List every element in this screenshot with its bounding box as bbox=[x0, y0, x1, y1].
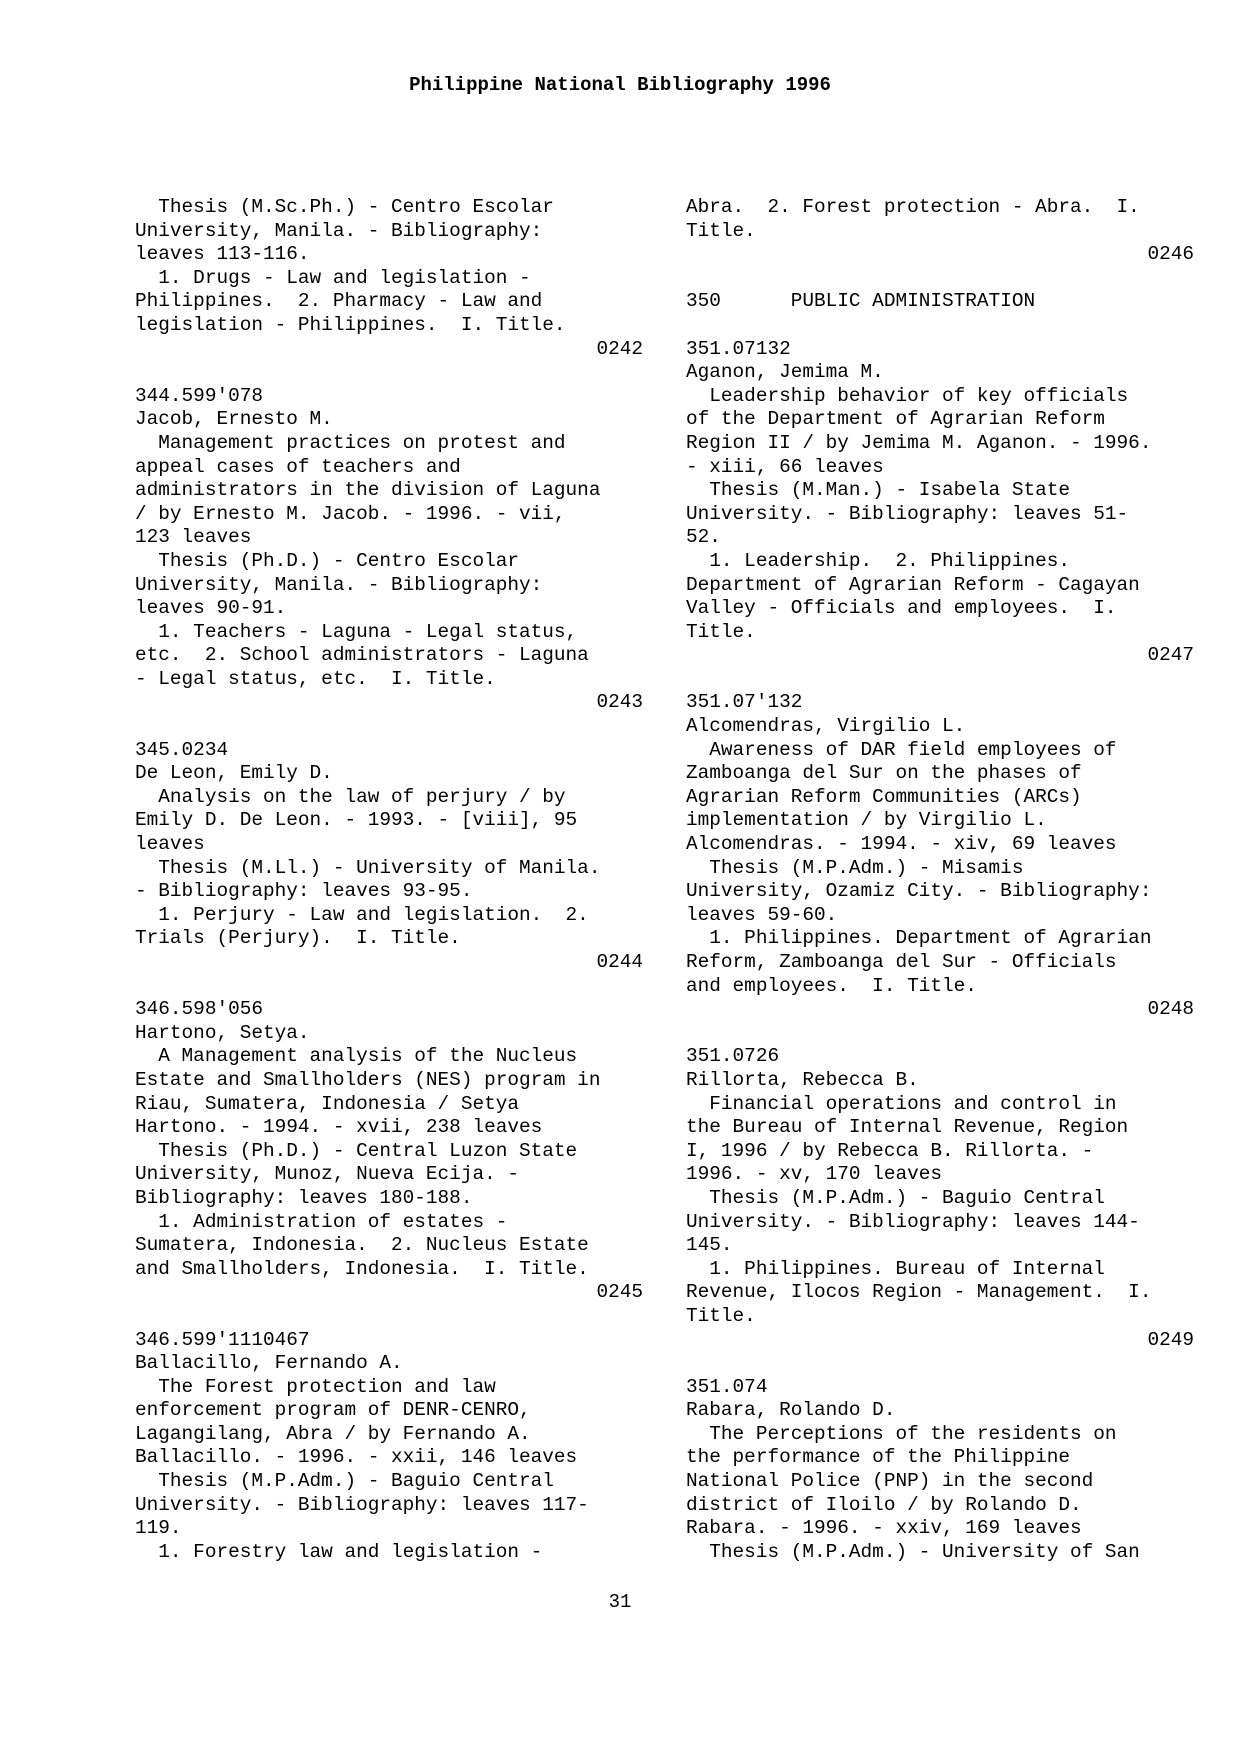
text-line: 145. bbox=[686, 1234, 733, 1257]
text-line: Title. bbox=[686, 620, 756, 643]
entry-number: 0249 bbox=[1147, 1328, 1194, 1351]
text-line: Thesis (Ph.D.) - Centro Escolar bbox=[135, 549, 519, 572]
text-line: 344.599'078 bbox=[135, 384, 263, 407]
text-line: Agrarian Reform Communities (ARCs) bbox=[686, 785, 1082, 808]
text-line bbox=[135, 1305, 643, 1329]
text-line: 1. Administration of estates - bbox=[135, 1210, 508, 1233]
text-line: 351.0726 bbox=[686, 1045, 780, 1068]
text-line: Valley - Officials and employees. I. bbox=[686, 597, 1117, 620]
entry-number: 0248 bbox=[1147, 998, 1194, 1021]
text-line: legislation - Philippines. I. Title. bbox=[135, 313, 566, 336]
text-line: Ballacillo. - 1996. - xxii, 146 leaves bbox=[135, 1446, 578, 1469]
text-line: Abra. 2. Forest protection - Abra. I. bbox=[686, 196, 1140, 218]
text-line bbox=[135, 361, 643, 385]
text-line bbox=[686, 314, 1194, 338]
text-line: - Bibliography: leaves 93-95. bbox=[135, 880, 473, 903]
text-line: 1996. - xv, 170 leaves bbox=[686, 1163, 942, 1186]
text-line: University. - Bibliography: leaves 51- bbox=[686, 502, 1129, 525]
text-line: Awareness of DAR field employees of bbox=[686, 738, 1117, 761]
text-line: 1. Philippines. Department of Agrarian bbox=[686, 927, 1152, 950]
text-line: Alcomendras. - 1994. - xiv, 69 leaves bbox=[686, 833, 1117, 856]
text-line: University. - Bibliography: leaves 117- bbox=[135, 1493, 589, 1516]
text-line: National Police (PNP) in the second bbox=[686, 1470, 1094, 1493]
text-line: Reform, Zamboanga del Sur - Officials bbox=[686, 951, 1117, 973]
text-line: 52. bbox=[686, 526, 721, 549]
text-line: 346.598'056 bbox=[135, 998, 263, 1021]
text-line: leaves bbox=[135, 833, 205, 856]
text-line: 351.074 bbox=[686, 1375, 768, 1398]
text-line: 351.07'132 bbox=[686, 691, 803, 714]
text-line: The Perceptions of the residents on bbox=[686, 1422, 1117, 1445]
text-line: Thesis (M.P.Adm.) - Baguio Central bbox=[686, 1186, 1105, 1209]
text-line: 1. Leadership. 2. Philippines. bbox=[686, 549, 1070, 572]
text-line: leaves 113-116. bbox=[135, 243, 310, 266]
text-line: University. - Bibliography: leaves 144- bbox=[686, 1210, 1140, 1233]
text-line bbox=[686, 1352, 1194, 1376]
text-line: 1. Philippines. Bureau of Internal bbox=[686, 1257, 1105, 1280]
text-line: University, Munoz, Nueva Ecija. - bbox=[135, 1163, 519, 1186]
text-line: appeal cases of teachers and bbox=[135, 455, 461, 478]
text-line: Rabara. - 1996. - xxiv, 169 leaves bbox=[686, 1517, 1082, 1540]
text-line: 351.07132 bbox=[686, 337, 791, 360]
text-line: 123 leaves bbox=[135, 526, 252, 549]
text-line: Rabara, Rolando D. bbox=[686, 1399, 896, 1422]
text-line: 1. Perjury - Law and legislation. 2. bbox=[135, 903, 589, 926]
text-line: Thesis (M.P.Adm.) - Baguio Central bbox=[135, 1470, 554, 1493]
text-line: leaves 90-91. bbox=[135, 597, 287, 620]
entry-number: 0246 bbox=[1147, 243, 1194, 266]
text-line: Title. bbox=[686, 219, 756, 242]
text-line: 346.599'1110467 bbox=[135, 1328, 310, 1351]
right-column bbox=[686, 196, 1194, 1564]
text-line: University, Ozamiz City. - Bibliography: bbox=[686, 880, 1152, 903]
text-line: Thesis (M.Ll.) - University of Manila. bbox=[135, 856, 601, 879]
text-line bbox=[135, 975, 643, 999]
text-line: Thesis (M.Sc.Ph.) - Centro Escolar bbox=[135, 196, 554, 218]
left-column bbox=[135, 196, 643, 1564]
text-line: Rillorta, Rebecca B. bbox=[686, 1068, 919, 1091]
text-line bbox=[135, 715, 643, 739]
text-line: The Forest protection and law bbox=[135, 1375, 496, 1398]
text-line: Lagangilang, Abra / by Fernando A. bbox=[135, 1422, 531, 1445]
entry-number: 0247 bbox=[1147, 644, 1194, 667]
text-line: 119. bbox=[135, 1517, 182, 1540]
text-line: Sumatera, Indonesia. 2. Nucleus Estate bbox=[135, 1234, 589, 1257]
text-line: the Bureau of Internal Revenue, Region bbox=[686, 1116, 1129, 1139]
text-line: Bibliography: leaves 180-188. bbox=[135, 1186, 473, 1209]
text-line: implementation / by Virgilio L. bbox=[686, 809, 1047, 832]
text-line: Ballacillo, Fernando A. bbox=[135, 1352, 403, 1375]
page-number: 31 bbox=[608, 1591, 632, 1613]
text-line: Title. bbox=[686, 1304, 756, 1327]
text-line: Alcomendras, Virgilio L. bbox=[686, 715, 966, 738]
text-line: district of Iloilo / by Rolando D. bbox=[686, 1493, 1082, 1516]
text-line: of the Department of Agrarian Reform bbox=[686, 408, 1105, 431]
text-line: 345.0234 bbox=[135, 738, 229, 761]
text-line: Hartono. - 1994. - xvii, 238 leaves bbox=[135, 1116, 543, 1139]
text-line: / by Ernesto M. Jacob. - 1996. - vii, bbox=[135, 502, 566, 525]
text-line: enforcement program of DENR-CENRO, bbox=[135, 1399, 531, 1422]
text-line: etc. 2. School administrators - Laguna bbox=[135, 644, 589, 667]
text-line: Leadership behavior of key officials bbox=[686, 384, 1129, 407]
text-line: University, Manila. - Bibliography: bbox=[135, 219, 543, 242]
entry-number: 0243 bbox=[596, 691, 643, 714]
text-line: the performance of the Philippine bbox=[686, 1446, 1070, 1469]
text-line: - xiii, 66 leaves bbox=[686, 455, 884, 478]
text-line: Aganon, Jemima M. bbox=[686, 361, 884, 384]
text-line: Department of Agrarian Reform - Cagayan bbox=[686, 573, 1140, 596]
text-line: Thesis (Ph.D.) - Central Luzon State bbox=[135, 1139, 578, 1162]
text-line: 1. Drugs - Law and legislation - bbox=[135, 266, 531, 289]
text-line: 1. Forestry law and legislation - bbox=[135, 1540, 543, 1563]
text-line: 1. Teachers - Laguna - Legal status, bbox=[135, 620, 578, 643]
text-line: Thesis (M.P.Adm.) - University of San bbox=[686, 1540, 1140, 1563]
text-line: Revenue, Ilocos Region - Management. I. bbox=[686, 1281, 1152, 1304]
text-line: Philippines. 2. Pharmacy - Law and bbox=[135, 290, 543, 313]
text-line: A Management analysis of the Nucleus bbox=[135, 1045, 578, 1068]
text-line: Riau, Sumatera, Indonesia / Setya bbox=[135, 1092, 519, 1115]
text-line: and employees. I. Title. bbox=[686, 974, 977, 997]
text-line: - Legal status, etc. I. Title. bbox=[135, 667, 496, 690]
entry-number: 0242 bbox=[596, 337, 643, 360]
entry-number: 0244 bbox=[596, 951, 643, 973]
text-line: Thesis (M.Man.) - Isabela State bbox=[686, 479, 1070, 502]
text-line bbox=[686, 668, 1194, 692]
page-title: Philippine National Bibliography 1996 bbox=[409, 74, 831, 96]
text-line: Financial operations and control in bbox=[686, 1092, 1117, 1115]
text-line: Emily D. De Leon. - 1993. - [viii], 95 bbox=[135, 809, 578, 832]
text-line bbox=[686, 267, 1194, 291]
text-line: and Smallholders, Indonesia. I. Title. bbox=[135, 1257, 589, 1280]
text-line: Analysis on the law of perjury / by bbox=[135, 785, 566, 808]
text-line: I, 1996 / by Rebecca B. Rillorta. - bbox=[686, 1139, 1094, 1162]
text-line: Zamboanga del Sur on the phases of bbox=[686, 762, 1082, 785]
text-line bbox=[686, 1022, 1194, 1046]
text-line: Trials (Perjury). I. Title. bbox=[135, 927, 461, 950]
text-line: Jacob, Ernesto M. bbox=[135, 408, 333, 431]
text-line: Thesis (M.P.Adm.) - Misamis bbox=[686, 856, 1024, 879]
text-line: Estate and Smallholders (NES) program in bbox=[135, 1068, 601, 1091]
text-line: leaves 59-60. bbox=[686, 903, 838, 926]
text-line: Region II / by Jemima M. Aganon. - 1996. bbox=[686, 431, 1152, 454]
entry-number: 0245 bbox=[596, 1281, 643, 1304]
text-line: 350 PUBLIC ADMINISTRATION bbox=[686, 290, 1036, 313]
text-line: University, Manila. - Bibliography: bbox=[135, 573, 543, 596]
text-line: Management practices on protest and bbox=[135, 431, 566, 454]
text-line: administrators in the division of Laguna bbox=[135, 479, 601, 502]
text-line: Hartono, Setya. bbox=[135, 1021, 310, 1044]
text-line: De Leon, Emily D. bbox=[135, 762, 333, 785]
